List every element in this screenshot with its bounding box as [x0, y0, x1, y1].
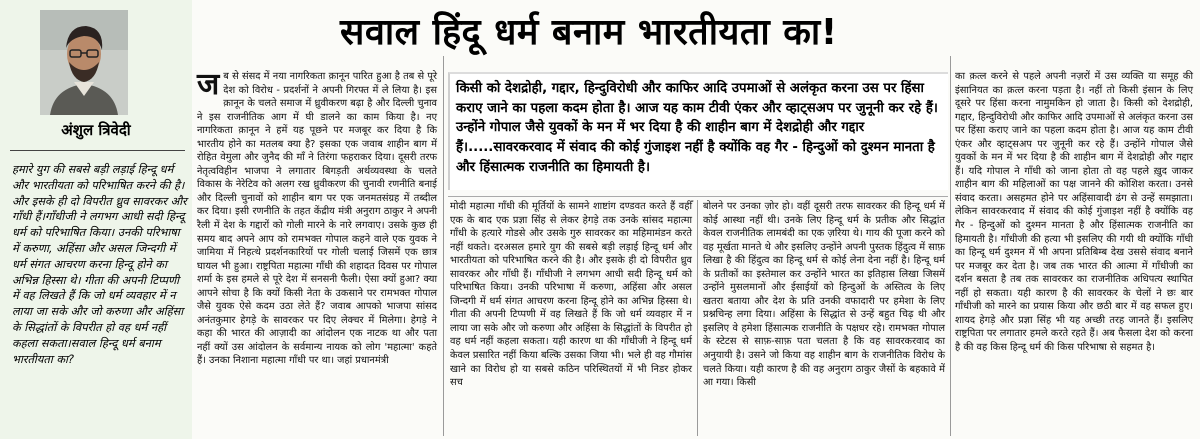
column-divider	[950, 56, 951, 436]
author-photo	[40, 10, 128, 115]
author-divider	[10, 150, 185, 151]
article-column-2: मोदी महात्मा गाँधी की मूर्तियों के सामने शाष्टांग दण्डवत करते हैं वहीँ एक के बाद एक प्रज्ञा सिंह से लेकर हेगड़े तक उनके सांसद महात्मा गाँधी के हत्यारे गोडसे और उसके गुरु सावरकर का महिमामंडन करते नहीं थकते। दरअसल हमारे युग की सबसे बड़ी लड़ाई हिन्दू धर्म और भारतीयता को परिभाषित करने की है। और इसके ही दो विपरीत ध्रुव सावरकर और गाँधी हैं। गाँधीजी ने लगभग आधी सदी हिन्दू धर्म को परिभाषित किया। उनकी परिभाषा में करुणा, अहिंसा और असल जिन्दगी में धर्म संगत आचरण करना हिन्दू होने का अभिन्न हिस्सा थे। गीता की अपनी टिप्पणी में वह लिखते हैं कि जो धर्म व्यवहार में न लाया जा सके और जो करुणा और अहिंसा के सिद्धांतों के विपरीत हो वह धर्म नहीं कहला सकता। यही कारण था की गाँधीजी ने हिन्दू धर्म केवल प्रसारित नहीं किया बल्कि उसका जिया भी। भले ही वह गौमांस खाने का विरोध हो या सबसे कठिन परिस्थितयों में भी निडर होकर सच	[450, 201, 692, 389]
column-divider	[443, 56, 444, 436]
article-column-1	[197, 67, 437, 368]
headline: सवाल हिंदू धर्म बनाम भारतीयता का!	[340, 12, 838, 53]
column-divider	[697, 200, 698, 436]
article-column-3: बोलने पर उनका ज़ोर हो। वहीं दूसरी तरफ सावरकर की हिन्दू धर्म में कोई आस्था नहीं थी। उनके लिए हिन्दू धर्म के प्रतीक और सिद्धांत केवल राजनीतिक लामबंदी का एक ज़रिया थे। गाय की पूजा करने को वह मूर्खता मानते थे और इसलिए उन्होंने अपनी पुस्तक हिंदुत्व में साफ़ लिखा है की हिंदुत्व का हिन्दू धर्म से कोई लेना देना नहीं है। हिन्दू धर्म के प्रतीकों का इस्तेमाल कर उन्होंने भारत का इतिहास लिखा जिसमें उन्होंने मुसलमानों और ईसाईयों को हिन्दुओं के अस्तित्व के लिए खतरा बताया और देश के प्रति उनकी वफादारी पर हमेशा के लिए प्रश्नचिन्ह लगा दिया। अहिंसा के सिद्धांत से उन्हें बहुत चिढ़ थी और इसलिए वे हमेशा हिंसात्मक राजनीति के पक्षधर रहे। रामभक्त गोपाल के स्टेटस से साफ़-साफ़ पता चलता है कि वह सावरकरवाद का अनुयायी है। उसने जो किया वह शाहीन बाग के राजनीतिक विरोध के चलते किया। यही कारण है की वह अनुराग ठाकुर जैसों के बहकावे में आ गया। किसी	[703, 201, 945, 389]
drop-cap: ज	[197, 67, 220, 102]
author-portrait-icon	[40, 10, 128, 115]
pull-quote: किसी को देशद्रोही, गद्दार, हिन्दुविरोधी और काफिर आदि उपमाओं से अलंकृत करना उस पर हिंसा कराए जाने का पहला कदम होता है। आज यह काम टीवी एंकर और व्हाट्सअप पर जुनूनी कर रहे हैं। उन्होंने गोपाल जैसे युवकों के मन में भर दिया है की शाहीन बाग में देशद्रोही और गद्दार हैं।.....सावरकरवाद में संवाद की कोई गुंजाइश नहीं है क्योंकि वह गैर - हिन्दुओं को दुश्मन मानता है और हिंसात्मक राजनीति का हिमायती है।	[448, 72, 948, 190]
pull-quote-rule	[448, 196, 948, 197]
author-sidebar	[0, 0, 192, 439]
column-1-text: ब से संसद में नया नागरिकता क़ानून पारित हुआ है तब से पूरे देश को विरोध - प्रदर्शनों ने अपनी गिरफ्त में ले लिया है। इस क़ानून के चलते समाज में ध्रुवीकरण बढ़ा है और दिल्ली चुनाव ने इस राजनीतिक आग में घी डालने का काम किया है। नए नागरिकता क़ानून ने हमें यह पूछने पर मजबूर कर दिया है कि भारतीय होने का मतलब क्या है? इसका एक जवाब शाहीन बाग में रोहित वेमुला और जुनैद की माँ ने तिरंगा फहराकर दिया। दूसरी तरफ नेतृत्वविहीन भाजपा ने लगातार बिगड़ती अर्थव्यवस्था के चलते विकास के नेरेटिव को अलग रख ध्रुवीकरण की चुनावी रणनीति बनाई और दिल्ली चुनावों को शाहीन बाग पर एक जनमतसंग्रह में तब्दील कर दिया। इसी रणनीति के तहत केंद्रीय मंत्री अनुराग ठाकुर ने अपनी रैली में देश के गद्दारों को गोली मारने के नारे लगवाए। उसके कुछ ही समय बाद अपने आप को रामभक्त गोपाल कहने वाले एक युवक ने जामिया में निहत्थे प्रदर्शनकारियों पर गोली चलाई जिसमें एक छात्र घायल भी हुआ। राष्ट्रपिता महात्मा गाँधी की शहादत दिवस पर गोपाल शर्मा के इस हमले से पूरे देश में सनसनी फैली। ऐसा क्यों हुआ? क्या आपने सोचा है कि क्यों किसी नेता के उकसाने पर रामभक्त गोपाल जैसे युवक ऐसे कदम उठा लेते हैं? जवाब आपको भाजपा सांसद अनंतकुमार हेगड़े के सावरकर पर दिए लेक्चर में मिलेगा। हेगड़े ने कहा की भारत की आज़ादी का आंदोलन एक नाटक था और पता नहीं क्यों उस आंदोलन के सर्वमान्य नायक को लोग 'महात्मा' कहते हैं। उनका निशाना महात्मा गाँधी पर था। जहां प्रधानमंत्री	[197, 71, 437, 367]
article-column-4: का क़त्ल करने से पहले अपनी नज़रों में उस व्यक्ति या समूह की इंसानियत का क़त्ल करना पड़ता है। नहीं तो किसी इंसान के लिए दूसरे पर हिंसा करना नामुमकिन हो जाता है। किसी को देशद्रोही, गद्दार, हिन्दुविरोधी और काफिर आदि उपमाओं से अलंकृत करना उस पर हिंसा कराए जाने का पहला कदम होता है। आज यह काम टीवी एंकर और व्हाट्सअप पर जुनूनी कर रहे हैं। उन्होंने गोपाल जैसे युवकों के मन में भर दिया है की शाहीन बाग में देशद्रोही और गद्दार हैं। यदि गोपाल ने गाँधी को जाना होता तो वह पहले ख़ुद जाकर शाहीन बाग की महिलाओं का पक्ष जानने की कोशिश करता। उनसे संवाद करता। असहमत होने पर अहिंसावादी ढंग से उन्हें समझाता। लेकिन सावरकरवाद में संवाद की कोई गुंजाइश नहीं है क्योंकि वह गैर - हिन्दुओं को दुश्मन मानता है और हिंसात्मक राजनीति का हिमायती है। गाँधीजी की हत्या भी इसलिए की गयी थी क्योंकि गाँधी का हिन्दू धर्म दुश्मन में भी अपना प्रतिबिम्ब देख उससे संवाद बनाने पर मजबूर कर देता है। जब तक भारत की आत्मा में गाँधीजी का दर्शन बसता है तब तक सावरकर का राजनीतिक अधिपत्य स्थापित नहीं हो सकता। यही कारण है की सावरकर के चेलों ने छः बार गाँधीजी को मारने का प्रयास किया और छठी बार में वह सफल हुए। शायद हेगड़े और प्रज्ञा सिंह भी यह अच्छी तरह जानते हैं। इसलिए राष्ट्रपिता पर लगातार हमले करते रहते हैं। अब फैसला देश को करना है की वह किस हिन्दू धर्म की किस परिभाषा से सहमत है।	[955, 71, 1193, 353]
author-name: अंशुल त्रिवेदी	[61, 121, 131, 139]
intro-summary: हमारे युग की सबसे बड़ी लड़ाई हिन्दू धर्म और भारतीयता को परिभाषित करने की है। और इसके ही दो विपरीत ध्रुव सावरकर और गाँधी हैं।गाँधीजी ने लगभग आधी सदी हिन्दू धर्म को परिभाषित किया। उनकी परिभाषा में करुणा, अहिंसा और असल जिन्दगी में धर्म संगत आचरण करना हिन्दू होने का अभिन्न हिस्सा थे। गीता की अपनी टिप्पणी में वह लिखते हैं कि जो धर्म व्यवहार में न लाया जा सके और जो करुणा और अहिंसा के सिद्धांतों के विपरीत हो वह धर्म नहीं कहला सकता।सवाल हिन्दू धर्म बनाम भारतीयता का?	[12, 163, 187, 366]
